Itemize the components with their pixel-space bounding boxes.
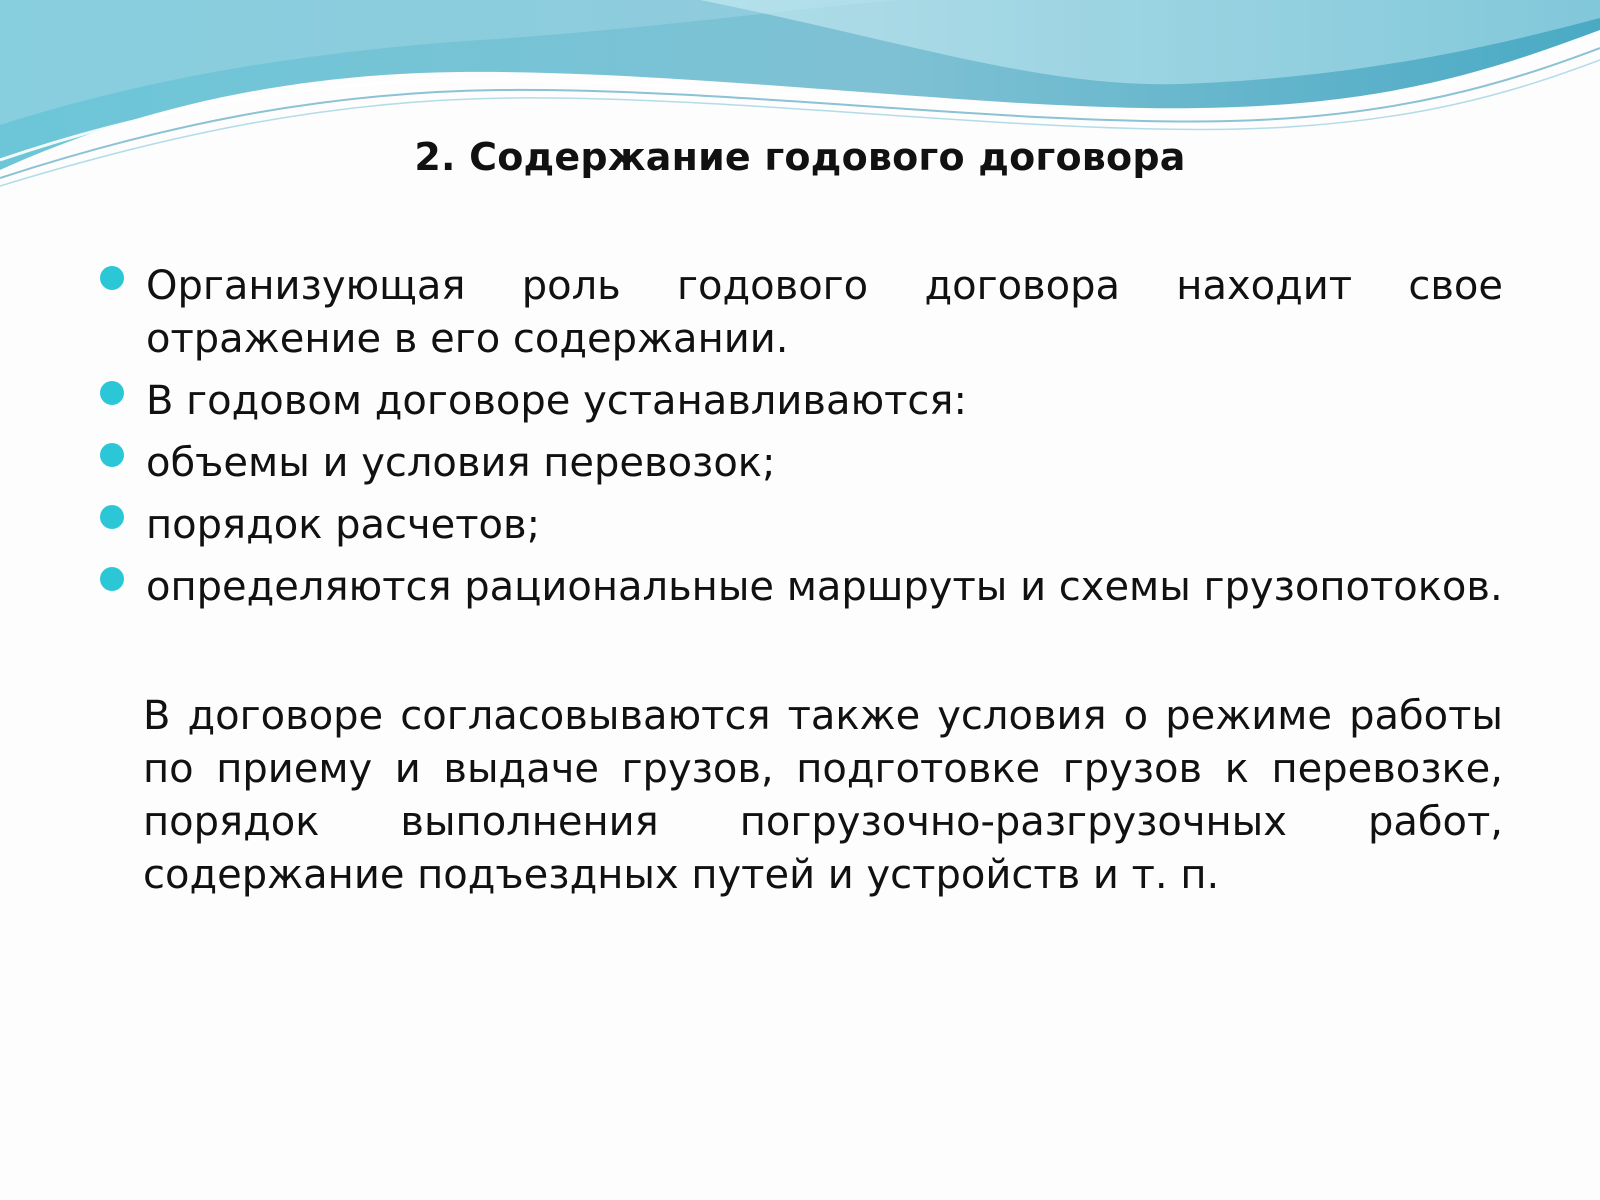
- bullet-text: объемы и условия перевозок;: [146, 440, 776, 486]
- bullet-item: [98, 260, 1503, 366]
- bullet-item: [98, 499, 1503, 552]
- bullet-text: порядок расчетов;: [146, 502, 541, 548]
- bullet-text: Организующая роль годового договора находит свое отражение в его содержании.: [146, 263, 1503, 362]
- bullet-dot-icon: [100, 266, 124, 290]
- bullet-text: В годовом договоре устанавливаются:: [146, 378, 967, 424]
- bullet-item: [98, 437, 1503, 490]
- closing-paragraph: В договоре согласовываются также условия о режиме работы по приему и выдаче грузов, подготовке грузов к перевозке, порядок выполнения погрузочно-разгрузочных работ, содержание подъездных путей и устройств и т. п.: [143, 693, 1503, 898]
- bullet-item: [98, 561, 1503, 614]
- bullet-dot-icon: [100, 443, 124, 467]
- slide-title: 2. Содержание годового договора: [414, 135, 1186, 179]
- bullet-text: определяются рациональные маршруты и схемы грузопотоков.: [146, 564, 1503, 610]
- bullet-dot-icon: [100, 567, 124, 591]
- bullet-item: [98, 375, 1503, 428]
- bullet-dot-icon: [100, 505, 124, 529]
- bullet-list: [98, 260, 1503, 623]
- bullet-dot-icon: [100, 381, 124, 405]
